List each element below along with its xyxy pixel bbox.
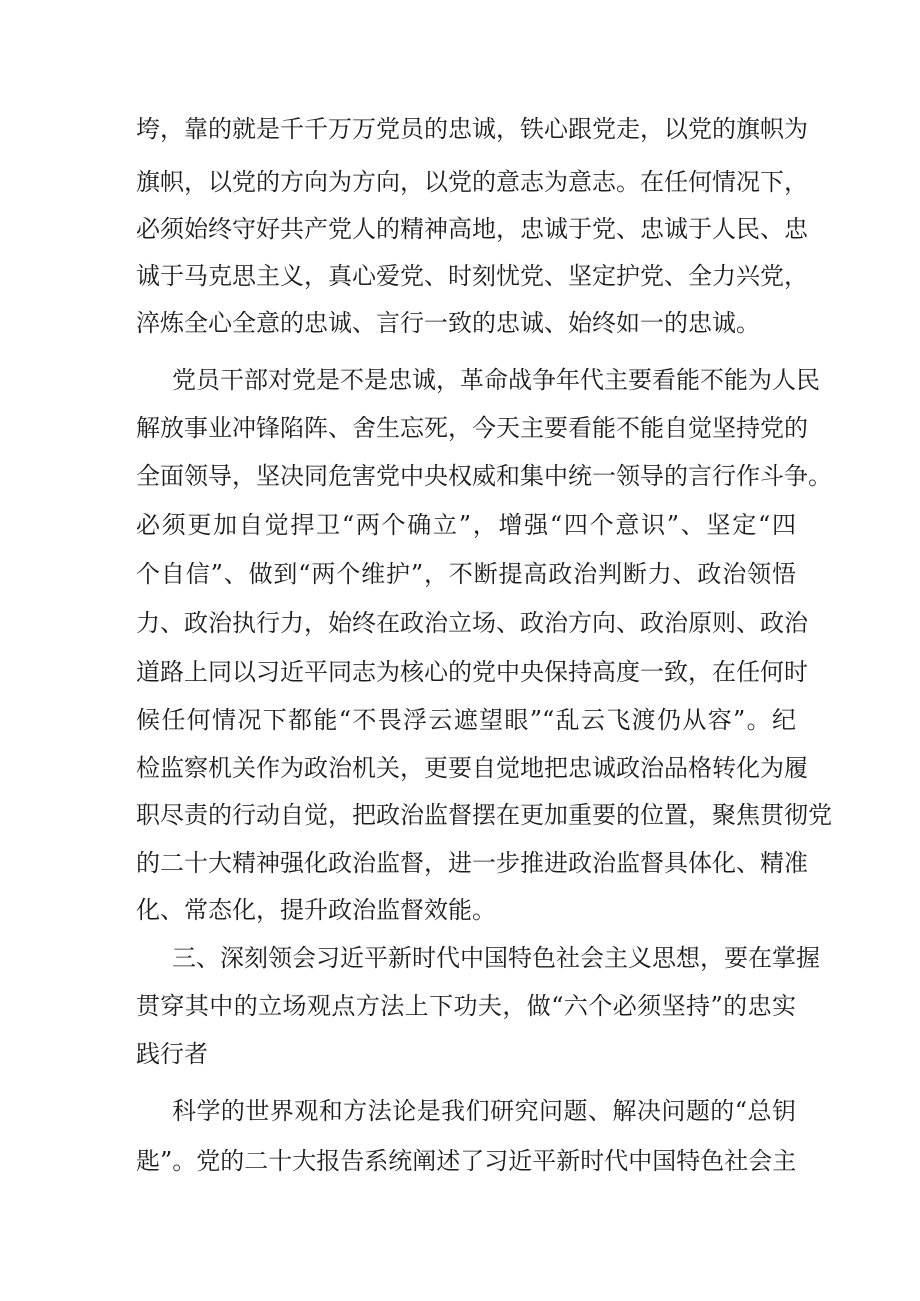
text-line: 旗帜，以党的方向为方向，以党的意志为意志。在任何情况下，	[136, 168, 808, 196]
text-line: 诚于马克思主义，真心爱党、时刻忧党、坚定护党、全力兴党，	[136, 262, 808, 290]
heading-line: 三、深刻领会习近平新时代中国特色社会主义思想，要在掌握	[172, 944, 820, 972]
text-line: 道路上同以习近平同志为核心的党中央保持高度一致，在任何时	[136, 658, 808, 686]
text-line: 垮，靠的就是千千万万党员的忠诚，铁心跟党走，以党的旗帜为	[136, 115, 808, 143]
heading-line: 践行者	[136, 1040, 208, 1068]
text-line: 候任何情况下都能“不畏浮云遮望眼”“乱云飞渡仍从容”。纪	[136, 706, 796, 734]
text-line: 检监察机关作为政治机关，更要自觉地把忠诚政治品格转化为履	[136, 754, 808, 782]
text-line: 必须始终守好共产党人的精神高地，忠诚于党、忠诚于人民、忠	[136, 215, 808, 243]
text-line: 党员干部对党是不是忠诚，革命战争年代主要看能不能为人民	[172, 366, 820, 394]
text-line: 匙”。党的二十大报告系统阐述了习近平新时代中国特色社会主	[136, 1147, 797, 1175]
text-line: 化、常态化，提升政治监督效能。	[136, 896, 496, 924]
text-line: 必须更加自觉捍卫“两个确立”，增强“四个意识”、坚定“四	[136, 511, 796, 539]
text-line: 力、政治执行力，始终在政治立场、政治方向、政治原则、政治	[136, 609, 808, 637]
text-line: 职尽责的行动自觉，把政治监督摆在更加重要的位置，聚焦贯彻党	[136, 801, 832, 829]
text-line: 解放事业冲锋陷阵、舍生忘死，今天主要看能不能自觉坚持党的	[136, 414, 808, 442]
text-line: 淬炼全心全意的忠诚、言行一致的忠诚、始终如一的忠诚。	[136, 309, 760, 337]
text-line: 科学的世界观和方法论是我们研究问题、解决问题的“总钥	[172, 1097, 796, 1125]
heading-line: 贯穿其中的立场观点方法上下功夫，做“六个必须坚持”的忠实	[136, 992, 796, 1020]
text-line: 的二十大精神强化政治监督，进一步推进政治监督具体化、精准	[136, 849, 808, 877]
text-line: 全面领导，坚决同危害党中央权威和集中统一领导的言行作斗争。	[136, 462, 832, 490]
text-line: 个自信”、做到“两个维护”，不断提高政治判断力、政治领悟	[136, 560, 796, 588]
